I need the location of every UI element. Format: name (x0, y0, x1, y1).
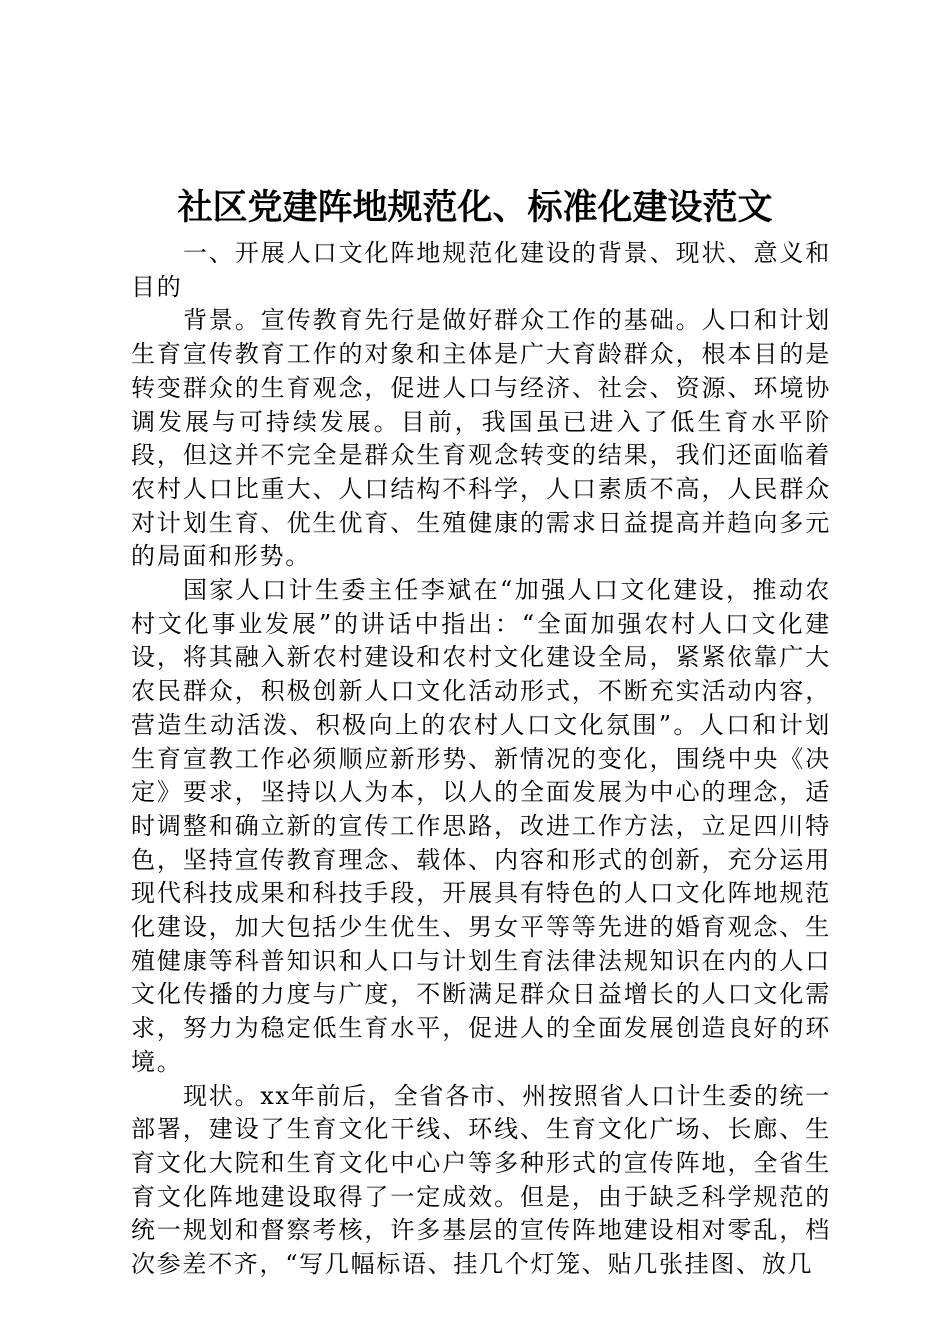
document-body (131, 237, 831, 1282)
quote-paragraph: 国家人口计生委主任李斌在“加强人口文化建设，推动农村文化事业发展”的讲话中指出：“全面加强农村人口文化建设，将其融入新农村建设和农村文化建设全局，紧紧依靠广大农民群众，积极创新人口文化活动形式，不断充实活动内容，营造生动活泼、积极向上的农村人口文化氛围”。人口和计划生育宣教工作必须顺应新形势、新情况的变化，围绕中央《决定》要求，坚持以人为本，以人的全面发展为中心的理念，适时调整和确立新的宣传工作思路，改进工作方法，立足四川特色，坚持宣传教育理念、载体、内容和形式的创新，充分运用现代科技成果和科技手段，开展具有特色的人口文化阵地规范化建设，加大包括少生优生、男女平等等先进的婚育观念、生殖健康等科普知识和人口与计划生育法律法规知识在内的人口文化传播的力度与广度，不断满足群众日益增长的人口文化需求，努力为稳定低生育水平，促进人的全面发展创造良好的环境。 (131, 576, 831, 1076)
background-paragraph: 背景。宣传教育先行是做好群众工作的基础。人口和计划生育宣传教育工作的对象和主体是广大育龄群众，根本目的是转变群众的生育观念，促进人口与经济、社会、资源、环境协调发展与可持续发展。目前，我国虽已进入了低生育水平阶段，但这并不完全是群众生育观念转变的结果，我们还面临着农村人口比重大、人口结构不科学，人口素质不高，人民群众对计划生育、优生优育、生殖健康的需求日益提高并趋向多元的局面和形势。 (131, 306, 831, 571)
section-heading-paragraph: 一、开展人口文化阵地规范化建设的背景、现状、意义和目的 (131, 239, 831, 301)
document-title: 社区党建阵地规范化、标准化建设范文 (177, 187, 773, 228)
status-paragraph: 现状。xx年前后，全省各市、州按照省人口计生委的统一部署，建设了生育文化干线、环线、生育文化广场、长廊、生育文化大院和生育文化中心户等多种形式的宣传阵地，全省生育文化阵地建设取得了一定成效。但是，由于缺乏科学规范的统一规划和督察考核，许多基层的宣传阵地建设相对零乱，档次参差不齐，“写几幅标语、挂几个灯笼、贴几张挂图、放几 (131, 1081, 831, 1279)
